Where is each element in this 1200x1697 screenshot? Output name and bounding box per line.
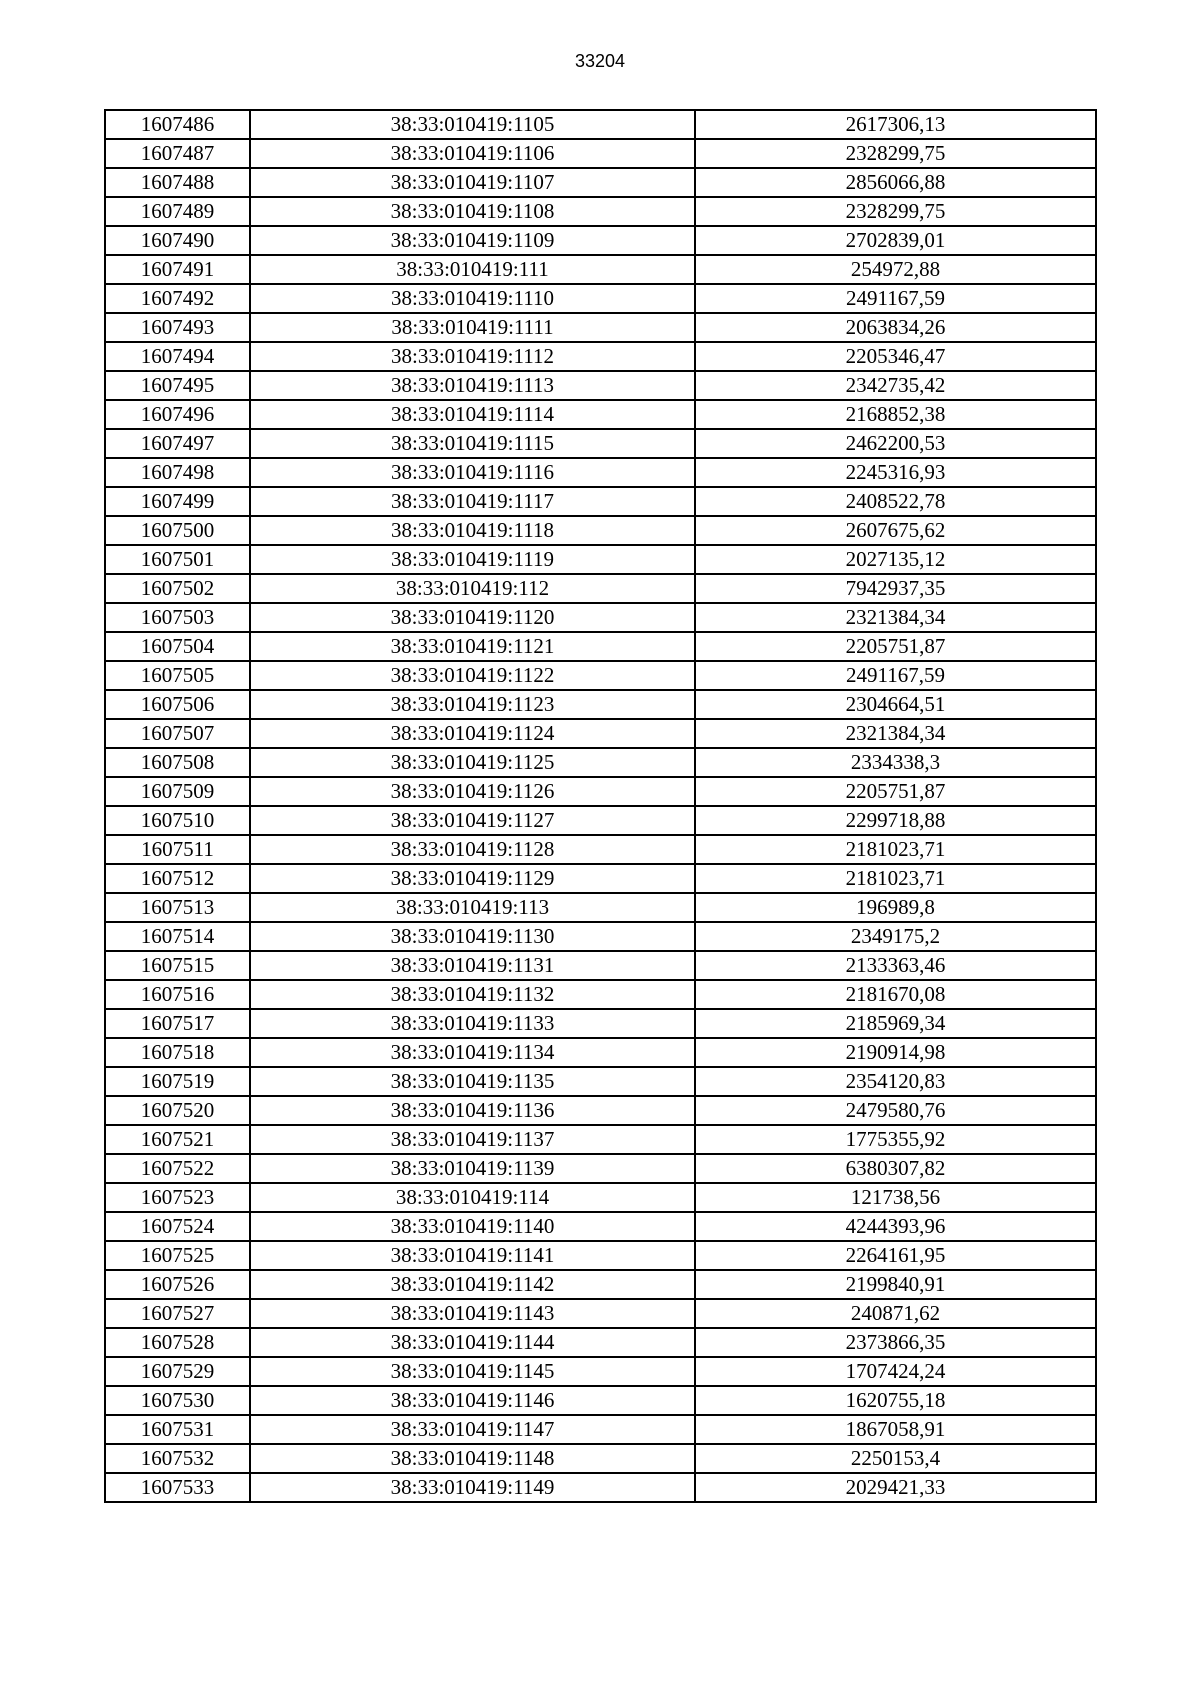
cadastral-value-cell: 2168852,38 — [695, 400, 1096, 429]
record-id-cell: 1607495 — [105, 371, 250, 400]
table-row — [105, 1444, 1096, 1473]
table-row — [105, 1183, 1096, 1212]
table-row — [105, 1125, 1096, 1154]
table-row — [105, 922, 1096, 951]
record-id-cell: 1607526 — [105, 1270, 250, 1299]
table-row — [105, 1299, 1096, 1328]
cadastral-number-cell: 38:33:010419:1128 — [250, 835, 695, 864]
record-id-cell: 1607520 — [105, 1096, 250, 1125]
record-id-cell: 1607525 — [105, 1241, 250, 1270]
record-id-cell: 1607521 — [105, 1125, 250, 1154]
cadastral-value-cell: 2029421,33 — [695, 1473, 1096, 1502]
table-row — [105, 429, 1096, 458]
cadastral-value-cell: 2479580,76 — [695, 1096, 1096, 1125]
table-row — [105, 980, 1096, 1009]
cadastral-value-cell: 2462200,53 — [695, 429, 1096, 458]
table-row — [105, 661, 1096, 690]
record-id-cell: 1607506 — [105, 690, 250, 719]
page-number: 33204 — [574, 51, 626, 71]
cadastral-value-cell: 2205751,87 — [695, 777, 1096, 806]
record-id-cell: 1607490 — [105, 226, 250, 255]
cadastral-value-cell: 1775355,92 — [695, 1125, 1096, 1154]
record-id-cell: 1607496 — [105, 400, 250, 429]
cadastral-value-cell: 254972,88 — [695, 255, 1096, 284]
table-row — [105, 487, 1096, 516]
cadastral-value-cell: 2856066,88 — [695, 168, 1096, 197]
record-id-cell: 1607519 — [105, 1067, 250, 1096]
table-row — [105, 806, 1096, 835]
record-id-cell: 1607531 — [105, 1415, 250, 1444]
cadastral-number-cell: 38:33:010419:1106 — [250, 139, 695, 168]
record-id-cell: 1607499 — [105, 487, 250, 516]
record-id-cell: 1607512 — [105, 864, 250, 893]
cadastral-number-cell: 38:33:010419:112 — [250, 574, 695, 603]
record-id-cell: 1607517 — [105, 1009, 250, 1038]
record-id-cell: 1607530 — [105, 1386, 250, 1415]
cadastral-value-cell: 2063834,26 — [695, 313, 1096, 342]
table-row — [105, 574, 1096, 603]
cadastral-number-cell: 38:33:010419:1147 — [250, 1415, 695, 1444]
cadastral-number-cell: 38:33:010419:1119 — [250, 545, 695, 574]
cadastral-value-cell: 2185969,34 — [695, 1009, 1096, 1038]
cadastral-value-cell: 2181023,71 — [695, 835, 1096, 864]
cadastral-number-cell: 38:33:010419:1127 — [250, 806, 695, 835]
cadastral-value-cell: 2349175,2 — [695, 922, 1096, 951]
record-id-cell: 1607510 — [105, 806, 250, 835]
record-id-cell: 1607533 — [105, 1473, 250, 1502]
record-id-cell: 1607524 — [105, 1212, 250, 1241]
table-row — [105, 371, 1096, 400]
cadastral-value-cell: 1620755,18 — [695, 1386, 1096, 1415]
cadastral-number-cell: 38:33:010419:1148 — [250, 1444, 695, 1473]
cadastral-value-cell: 2299718,88 — [695, 806, 1096, 835]
table-row — [105, 1096, 1096, 1125]
table-row — [105, 603, 1096, 632]
record-id-cell: 1607501 — [105, 545, 250, 574]
cadastral-value-cell: 2354120,83 — [695, 1067, 1096, 1096]
cadastral-value-cell: 240871,62 — [695, 1299, 1096, 1328]
table-row — [105, 1009, 1096, 1038]
record-id-cell: 1607494 — [105, 342, 250, 371]
record-id-cell: 1607502 — [105, 574, 250, 603]
table-row — [105, 139, 1096, 168]
cadastral-number-cell: 38:33:010419:1145 — [250, 1357, 695, 1386]
table-row — [105, 893, 1096, 922]
cadastral-value-cell: 2181023,71 — [695, 864, 1096, 893]
record-id-cell: 1607505 — [105, 661, 250, 690]
record-id-cell: 1607518 — [105, 1038, 250, 1067]
cadastral-number-cell: 38:33:010419:1109 — [250, 226, 695, 255]
cadastral-number-cell: 38:33:010419:1140 — [250, 1212, 695, 1241]
table-row — [105, 226, 1096, 255]
cadastral-number-cell: 38:33:010419:1112 — [250, 342, 695, 371]
cadastral-value-cell: 2245316,93 — [695, 458, 1096, 487]
cadastral-number-cell: 38:33:010419:1144 — [250, 1328, 695, 1357]
record-id-cell: 1607522 — [105, 1154, 250, 1183]
record-id-cell: 1607515 — [105, 951, 250, 980]
record-id-cell: 1607493 — [105, 313, 250, 342]
table-row — [105, 632, 1096, 661]
table-row — [105, 835, 1096, 864]
cadastral-number-cell: 38:33:010419:1149 — [250, 1473, 695, 1502]
cadastral-value-cell: 1707424,24 — [695, 1357, 1096, 1386]
cadastral-value-cell: 2491167,59 — [695, 284, 1096, 313]
cadastral-number-cell: 38:33:010419:1122 — [250, 661, 695, 690]
record-id-cell: 1607532 — [105, 1444, 250, 1473]
cadastral-number-cell: 38:33:010419:1120 — [250, 603, 695, 632]
cadastral-value-cell: 2199840,91 — [695, 1270, 1096, 1299]
cadastral-number-cell: 38:33:010419:1134 — [250, 1038, 695, 1067]
cadastral-value-cell: 121738,56 — [695, 1183, 1096, 1212]
cadastral-number-cell: 38:33:010419:1142 — [250, 1270, 695, 1299]
table-row — [105, 690, 1096, 719]
record-id-cell: 1607500 — [105, 516, 250, 545]
table-row — [105, 1154, 1096, 1183]
record-id-cell: 1607492 — [105, 284, 250, 313]
record-id-cell: 1607498 — [105, 458, 250, 487]
cadastral-value-cell: 2205751,87 — [695, 632, 1096, 661]
table-row — [105, 1212, 1096, 1241]
table-row — [105, 1241, 1096, 1270]
record-id-cell: 1607507 — [105, 719, 250, 748]
cadastral-number-cell: 38:33:010419:1146 — [250, 1386, 695, 1415]
cadastral-number-cell: 38:33:010419:1129 — [250, 864, 695, 893]
record-id-cell: 1607503 — [105, 603, 250, 632]
record-id-cell: 1607497 — [105, 429, 250, 458]
cadastral-value-cell: 196989,8 — [695, 893, 1096, 922]
record-id-cell: 1607508 — [105, 748, 250, 777]
cadastral-number-cell: 38:33:010419:1113 — [250, 371, 695, 400]
cadastral-value-cell: 2321384,34 — [695, 719, 1096, 748]
record-id-cell: 1607527 — [105, 1299, 250, 1328]
cadastral-number-cell: 38:33:010419:1126 — [250, 777, 695, 806]
table-row — [105, 748, 1096, 777]
table-row — [105, 864, 1096, 893]
table-row — [105, 255, 1096, 284]
record-id-cell: 1607504 — [105, 632, 250, 661]
table-row — [105, 400, 1096, 429]
cadastral-value-cell: 2334338,3 — [695, 748, 1096, 777]
cadastral-number-cell: 38:33:010419:1117 — [250, 487, 695, 516]
table-row — [105, 1328, 1096, 1357]
table-row — [105, 458, 1096, 487]
table-row — [105, 1067, 1096, 1096]
cadastral-value-cell: 2264161,95 — [695, 1241, 1096, 1270]
cadastral-number-cell: 38:33:010419:1116 — [250, 458, 695, 487]
cadastral-value-cell: 1867058,91 — [695, 1415, 1096, 1444]
cadastral-value-cell: 2321384,34 — [695, 603, 1096, 632]
cadastral-value-cell: 7942937,35 — [695, 574, 1096, 603]
table-row — [105, 1415, 1096, 1444]
cadastral-number-cell: 38:33:010419:1124 — [250, 719, 695, 748]
table-row — [105, 1473, 1096, 1502]
cadastral-number-cell: 38:33:010419:1125 — [250, 748, 695, 777]
cadastral-number-cell: 38:33:010419:1123 — [250, 690, 695, 719]
record-id-cell: 1607511 — [105, 835, 250, 864]
record-id-cell: 1607488 — [105, 168, 250, 197]
cadastral-number-cell: 38:33:010419:1143 — [250, 1299, 695, 1328]
cadastral-number-cell: 38:33:010419:1131 — [250, 951, 695, 980]
cadastral-value-cell: 2133363,46 — [695, 951, 1096, 980]
cadastral-number-cell: 38:33:010419:1111 — [250, 313, 695, 342]
table-row — [105, 777, 1096, 806]
table-row — [105, 197, 1096, 226]
record-id-cell: 1607513 — [105, 893, 250, 922]
record-id-cell: 1607523 — [105, 1183, 250, 1212]
table-row — [105, 1386, 1096, 1415]
cadastral-number-cell: 38:33:010419:1107 — [250, 168, 695, 197]
table-body — [105, 110, 1096, 1502]
cadastral-number-cell: 38:33:010419:1135 — [250, 1067, 695, 1096]
record-id-cell: 1607514 — [105, 922, 250, 951]
cadastral-value-cell: 6380307,82 — [695, 1154, 1096, 1183]
cadastral-value-cell: 2408522,78 — [695, 487, 1096, 516]
cadastral-number-cell: 38:33:010419:1141 — [250, 1241, 695, 1270]
cadastral-number-cell: 38:33:010419:1133 — [250, 1009, 695, 1038]
cadastral-value-cell: 2205346,47 — [695, 342, 1096, 371]
cadastral-number-cell: 38:33:010419:1108 — [250, 197, 695, 226]
record-id-cell: 1607528 — [105, 1328, 250, 1357]
table-row — [105, 545, 1096, 574]
record-id-cell: 1607486 — [105, 110, 250, 139]
cadastral-number-cell: 38:33:010419:1130 — [250, 922, 695, 951]
table-row — [105, 1357, 1096, 1386]
table-row — [105, 342, 1096, 371]
cadastral-value-cell: 2328299,75 — [695, 139, 1096, 168]
cadastral-number-cell: 38:33:010419:1121 — [250, 632, 695, 661]
record-id-cell: 1607516 — [105, 980, 250, 1009]
table-row — [105, 284, 1096, 313]
record-id-cell: 1607487 — [105, 139, 250, 168]
cadastral-number-cell: 38:33:010419:1139 — [250, 1154, 695, 1183]
record-id-cell: 1607489 — [105, 197, 250, 226]
record-id-cell: 1607529 — [105, 1357, 250, 1386]
cadastral-number-cell: 38:33:010419:1137 — [250, 1125, 695, 1154]
record-id-cell: 1607509 — [105, 777, 250, 806]
cadastral-value-cell: 2342735,42 — [695, 371, 1096, 400]
cadastral-value-cell: 2617306,13 — [695, 110, 1096, 139]
table-row — [105, 313, 1096, 342]
table-row — [105, 168, 1096, 197]
cadastral-number-cell: 38:33:010419:111 — [250, 255, 695, 284]
cadastral-value-cell: 2027135,12 — [695, 545, 1096, 574]
table-row — [105, 719, 1096, 748]
cadastral-value-cell: 2702839,01 — [695, 226, 1096, 255]
cadastral-value-cell: 2181670,08 — [695, 980, 1096, 1009]
table-row — [105, 110, 1096, 139]
cadastral-value-cell: 2607675,62 — [695, 516, 1096, 545]
cadastral-number-cell: 38:33:010419:1105 — [250, 110, 695, 139]
cadastral-value-cell: 2304664,51 — [695, 690, 1096, 719]
cadastral-number-cell: 38:33:010419:1132 — [250, 980, 695, 1009]
table-row — [105, 1270, 1096, 1299]
cadastral-value-cell: 2250153,4 — [695, 1444, 1096, 1473]
cadastral-number-cell: 38:33:010419:1115 — [250, 429, 695, 458]
cadastral-value-cell: 4244393,96 — [695, 1212, 1096, 1241]
table-row — [105, 951, 1096, 980]
table-row — [105, 1038, 1096, 1067]
cadastral-value-cell: 2491167,59 — [695, 661, 1096, 690]
record-id-cell: 1607491 — [105, 255, 250, 284]
cadastral-number-cell: 38:33:010419:1110 — [250, 284, 695, 313]
table-row — [105, 516, 1096, 545]
cadastral-number-cell: 38:33:010419:114 — [250, 1183, 695, 1212]
cadastral-number-cell: 38:33:010419:1118 — [250, 516, 695, 545]
cadastral-number-cell: 38:33:010419:1114 — [250, 400, 695, 429]
cadastral-value-cell: 2190914,98 — [695, 1038, 1096, 1067]
cadastral-value-cell: 2328299,75 — [695, 197, 1096, 226]
cadastral-number-cell: 38:33:010419:1136 — [250, 1096, 695, 1125]
cadastral-value-table — [104, 109, 1097, 1503]
cadastral-number-cell: 38:33:010419:113 — [250, 893, 695, 922]
cadastral-value-cell: 2373866,35 — [695, 1328, 1096, 1357]
